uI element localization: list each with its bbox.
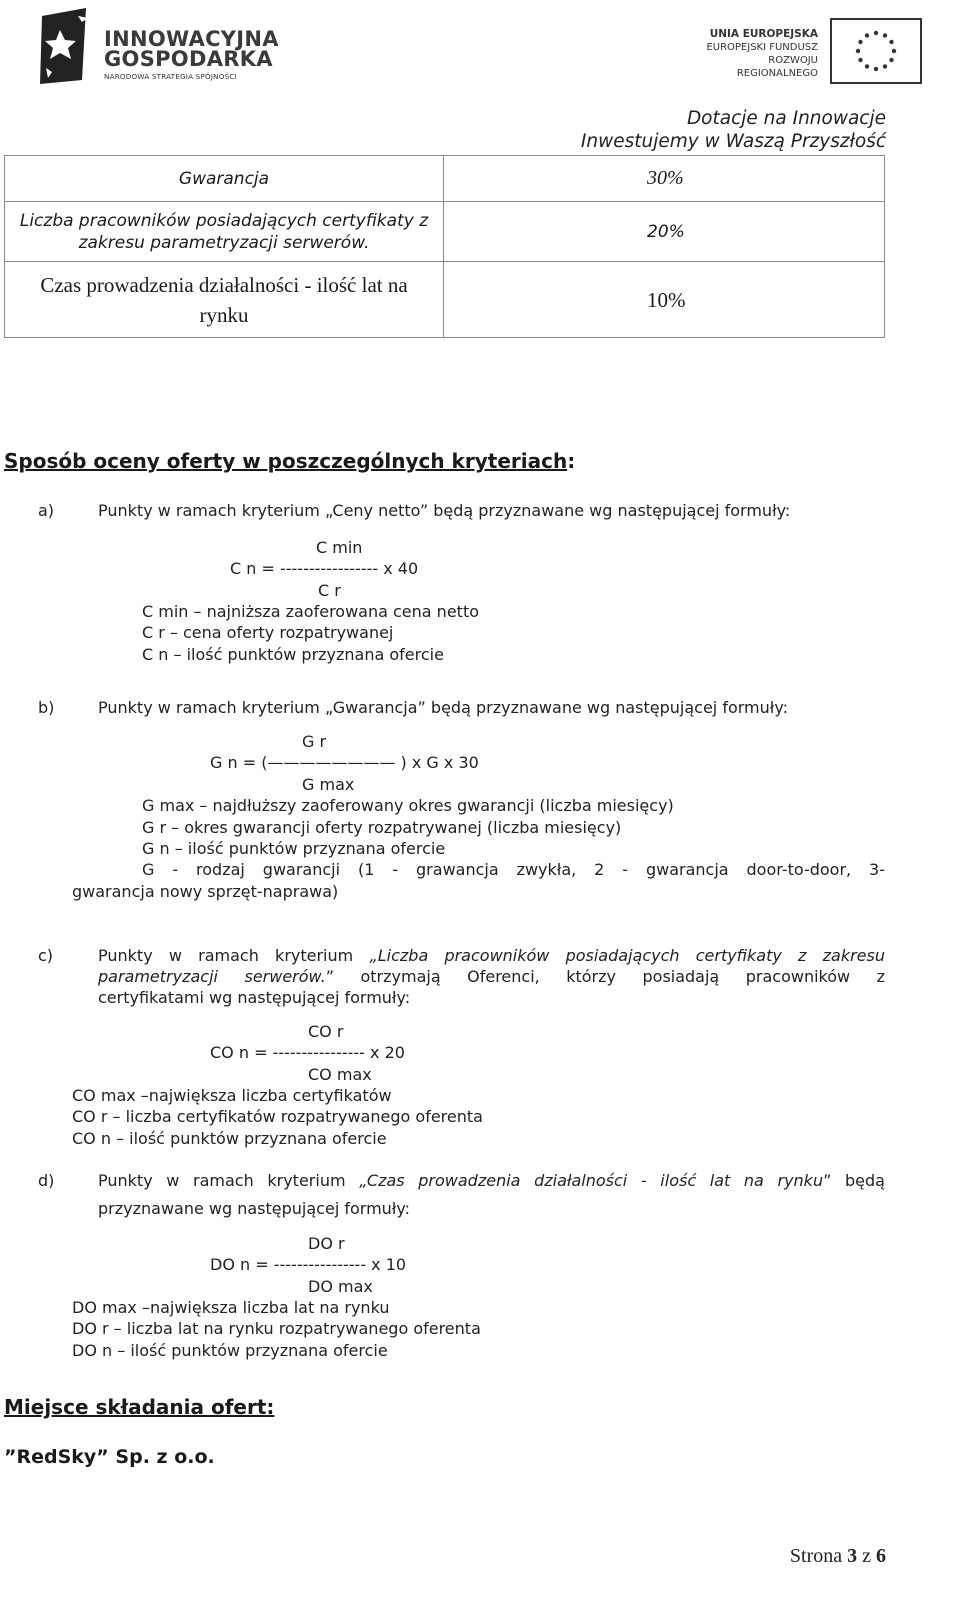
logo-line-2: GOSPODARKA: [104, 47, 273, 71]
section-b-legend-item: G r – okres gwarancji oferty rozpatrywanej (liczba miesięcy): [142, 818, 622, 837]
section-a-legend-item: C r – cena oferty rozpatrywanej: [142, 623, 394, 642]
scoring-heading: [4, 449, 575, 473]
section-d-numerator: DO r: [308, 1234, 345, 1253]
section-c-legend-item: CO max –największa liczba certyfikatów: [72, 1086, 392, 1105]
star-logo-icon: [38, 8, 90, 84]
scoring-heading-text: Sposób oceny oferty w poszczególnych kryteriach: [4, 449, 568, 473]
section-a-label: a): [38, 501, 55, 520]
section-d-line1-suffix: ” będą: [823, 1171, 885, 1190]
section-b-legend-item: G max – najdłuższy zaoferowany okres gwarancji (liczba miesięcy): [142, 796, 674, 815]
eu-logo: [690, 18, 940, 88]
section-c-line2-rest: ” otrzymają Oferenci, którzy posiadają pracowników z: [325, 967, 885, 986]
section-d-label: d): [38, 1171, 55, 1190]
section-b-legend-item: G n – ilość punktów przyznana ofercie: [142, 839, 446, 858]
criterion-cell: [5, 202, 444, 262]
section-a-legend-item: C min – najniższa zaoferowana cena netto: [142, 602, 479, 621]
slogan-line-1: Dotacje na Innowacje: [686, 108, 886, 129]
section-b-formula: G n = (———————— ) x G x 30: [210, 753, 479, 772]
company-name: ”RedSky” Sp. z o.o.: [4, 1446, 215, 1468]
section-a-numerator: C min: [316, 538, 363, 557]
section-c-formula: CO n = ---------------- x 20: [210, 1043, 405, 1062]
page-of: z: [862, 1545, 871, 1567]
submission-heading-text: Miejsce składania ofert: [4, 1395, 267, 1419]
weight-cell: [444, 156, 885, 202]
slogan-line-2: Inwestujemy w Waszą Przyszłość: [580, 131, 886, 152]
eu-flag-icon: [830, 18, 922, 84]
weight-text: 20%: [647, 221, 685, 242]
weight-text: 10%: [647, 287, 686, 312]
eu-line-1: UNIA EUROPEJSKA: [709, 28, 818, 40]
page-current: 3: [847, 1545, 858, 1567]
table-row: [5, 262, 885, 338]
submission-heading: [4, 1395, 274, 1419]
criterion-text: zakresu parametryzacji serwerów.: [78, 232, 370, 253]
criteria-table: [4, 155, 885, 338]
section-c-line1-italic: „Liczba pracowników posiadających certyfikaty z zakresu: [369, 946, 885, 965]
weight-cell: [444, 202, 885, 262]
section-c-line3: certyfikatami wg następującej formuły:: [98, 988, 411, 1007]
section-d-legend-item: DO r – liczba lat na rynku rozpatrywanego oferenta: [72, 1319, 481, 1338]
submission-heading-colon: :: [266, 1395, 275, 1419]
eu-line-2: EUROPEJSKI FUNDUSZ: [706, 42, 818, 53]
section-b-label: b): [38, 698, 55, 717]
section-c-line1: [98, 945, 885, 966]
logo-line-3: NARODOWA STRATEGIA SPÓJNOŚCI: [104, 72, 237, 81]
table-row: [5, 202, 885, 262]
section-d-legend-item: DO n – ilość punktów przyznana ofercie: [72, 1341, 388, 1360]
section-b-text: Punkty w ramach kryterium „Gwarancja” będą przyznawane wg następującej formuły:: [98, 698, 789, 717]
section-a-legend-item: C n – ilość punktów przyznana ofercie: [142, 645, 444, 664]
page-number: [790, 1545, 886, 1568]
eu-line-3: ROZWOJU REGIONALNEGO: [736, 55, 818, 79]
innowacyjna-gospodarka-logo: [38, 6, 288, 84]
section-b-legend-g-line2: gwarancja nowy sprzęt-naprawa): [72, 882, 339, 901]
section-a-denominator: C r: [318, 581, 341, 600]
criterion-cell: [5, 156, 444, 202]
page-total: 6: [876, 1545, 886, 1567]
section-d-line2: przyznawane wg następującej formuły:: [98, 1199, 411, 1218]
section-d-line1-prefix: Punkty w ramach kryterium: [98, 1171, 360, 1190]
criterion-text: Czas prowadzenia działalności - ilość lat na: [40, 272, 408, 297]
section-c-line2-italic: parametryzacji serwerów.: [98, 967, 326, 986]
section-c-numerator: CO r: [308, 1022, 344, 1041]
section-c-legend-item: CO n – ilość punktów przyznana ofercie: [72, 1129, 387, 1148]
section-d-legend-item: DO max –największa liczba lat na rynku: [72, 1298, 390, 1317]
criterion-text: Gwarancja: [178, 168, 270, 189]
eu-logo-text: [690, 28, 818, 80]
section-a-formula: C n = ----------------- x 40: [230, 559, 419, 578]
section-d-denominator: DO max: [308, 1277, 373, 1296]
section-a-text: Punkty w ramach kryterium „Ceny netto” będą przyznawane wg następującej formuły:: [98, 501, 791, 520]
section-c-denominator: CO max: [308, 1065, 372, 1084]
scoring-heading-colon: :: [567, 449, 576, 473]
section-d-formula: DO n = ---------------- x 10: [210, 1255, 407, 1274]
section-c-line1-prefix: Punkty w ramach kryterium: [98, 946, 370, 965]
section-c-line2: [98, 966, 885, 987]
criterion-cell: [5, 262, 444, 338]
section-b-denominator: G max: [302, 775, 355, 794]
section-c-legend-item: CO r – liczba certyfikatów rozpatrywanego oferenta: [72, 1107, 483, 1126]
table-row: [5, 156, 885, 202]
logo-line-1: INNOWACYJNA: [104, 27, 279, 51]
section-d-line1-italic: „Czas prowadzenia działalności - ilość lat na rynku: [359, 1171, 824, 1190]
weight-text: 30%: [647, 167, 684, 189]
section-b-legend-g-line1: G - rodzaj gwarancji (1 - grawancja zwykła, 2 - gwarancja door-to-door, 3-: [142, 860, 885, 879]
section-b-numerator: G r: [302, 732, 327, 751]
page-prefix: Strona: [789, 1545, 843, 1567]
section-c-label: c): [38, 946, 54, 965]
criterion-text: rynku: [199, 302, 249, 327]
weight-cell: [444, 262, 885, 338]
section-d-line1: [98, 1170, 885, 1191]
criterion-text: Liczba pracowników posiadających certyfikaty z: [19, 210, 429, 231]
